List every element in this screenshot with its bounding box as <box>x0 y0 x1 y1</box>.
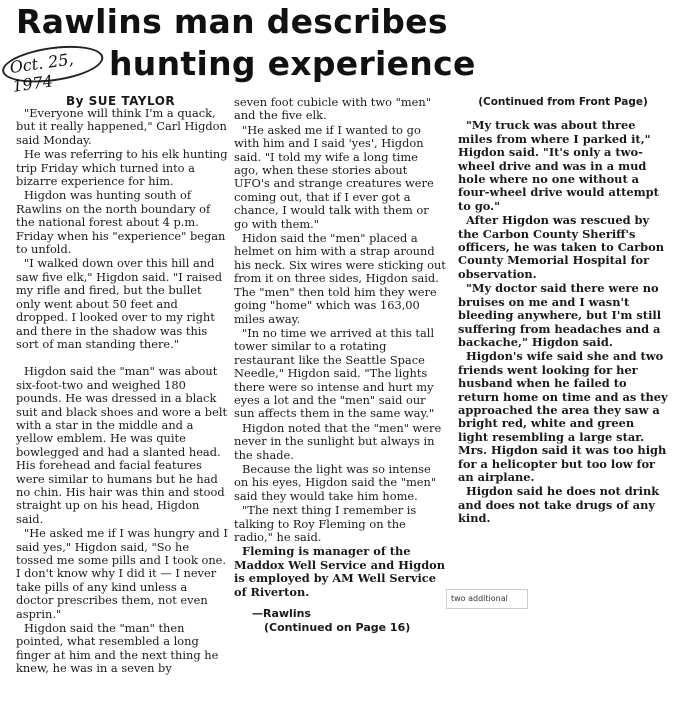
handwritten-date: Oct. 25, 1974 <box>8 49 75 96</box>
paragraph: "I walked down over this hill and saw five elk," Higdon said. "I raised my rifle and fired, but the bullet only went about 50 feet and dropped. I looked over to my right and there in the shadow was this sort of man standing there." <box>16 256 223 351</box>
paragraph: "He asked me if I wanted to go with him and I said 'yes', Higdon said. "I told my wife a long time ago, when these stories about UFO's and strange creatures were coming out, that if I ever got a chance, I would talk with them or go with them." <box>234 122 434 231</box>
signoff: —Rawlins <box>252 607 311 621</box>
paragraph: Higdon noted that the "men" were never in the sunlight but always in the shade. <box>234 420 442 462</box>
headline-line-1: Rawlins man describes <box>16 2 448 41</box>
paragraph: seven foot cubicle with two "men" and the five elk. <box>234 95 431 123</box>
continued-on-notice: (Continued on Page 16) <box>264 621 411 635</box>
paragraph: Higdon's wife said she and two friends went looking for her husband when he failed to return home on time and as they approached the area they saw a bright red, white and green light resembling a large star. Mrs. Higdon said it was too high for a helicopter but too low for an airplane. <box>458 349 668 484</box>
paragraph: "My truck was about three miles from where I parked it," Higdon said. "It's only a two-wheel drive and was in a mud hole where no one without a four-wheel drive would attempt to go." <box>458 118 659 213</box>
paragraph: "He asked me if I was hungry and I said yes," Higdon said, "So he tossed me some pills and I took one. I don't know why I did it — I never take pills of any kind unless a doctor prescribes them, not even asprin." <box>16 526 228 621</box>
overlay-label-box: two additional <box>446 589 528 609</box>
paragraph: He was referring to his elk hunting trip Friday which turned into a bizarre experience for him. <box>16 147 228 189</box>
byline: By SUE TAYLOR <box>66 94 176 108</box>
paragraph: "In no time we arrived at this tall tower similar to a rotating restaurant like the Seattle Space Needle," Higdon said. "The lights there were so intense and hurt my eyes a lot and the "men" said our sun affects them in the same way." <box>234 325 435 421</box>
article-column-2 <box>234 96 446 636</box>
article-column-3 <box>458 96 668 527</box>
paragraph: "Everyone will think I'm a quack, but it really happened," Carl Higdon said Monday. <box>16 106 227 147</box>
handwritten-date-annotation <box>0 38 108 94</box>
paragraph: Higdon said he does not drink and does not take drugs of any kind. <box>458 484 660 526</box>
paragraph: Fleming is manager of the Maddox Well Service and Higdon is employed by AM Well Service of Riverton. <box>234 544 446 599</box>
paragraph: Higdon said the "man" then pointed, what resembled a long finger at him and the next thing he knew, he was in a seven by <box>16 621 219 676</box>
paragraph: Higdon said the "man" was about six-foot-two and weighed 180 pounds. He was dressed in a black suit and black shoes and wore a belt with a star in the middle and a yellow emblem. He was quite bowlegged and had a slanted head. His forehead and facial features were similar to humans but he had no chin. His hair was thin and stood straight up on his head, Higdon said. <box>16 364 228 526</box>
paragraph: Hidon said the "men" placed a helmet on him with a strap around his neck. Six wires were sticking out from it on three sides, Higdon said. The "men" then told him they were going "home" which was 163,00 miles away. <box>234 231 446 326</box>
paragraph: "My doctor said there were no bruises on me and I wasn't bleeding anywhere, but I'm still suffering from headaches and a backache," Higdon said. <box>458 281 662 349</box>
continued-from-notice: (Continued from Front Page) <box>478 96 648 108</box>
paragraph: After Higdon was rescued by the Carbon County Sheriff's officers, he was taken to Carbon County Memorial Hospital for observation. <box>458 213 665 281</box>
article-column-1 <box>16 107 228 677</box>
headline-line-2: hunting experience <box>109 44 476 83</box>
paragraph: Because the light was so intense on his eyes, Higdon said the "men" said they would take him home. <box>234 461 437 503</box>
paragraph: "The next thing I remember is talking to Roy Fleming on the radio," he said. <box>234 503 417 544</box>
paragraph: Higdon was hunting south of Rawlins on the north boundary of the national forest about 4 p.m. Friday when his "experience" began to unfold. <box>16 188 226 257</box>
